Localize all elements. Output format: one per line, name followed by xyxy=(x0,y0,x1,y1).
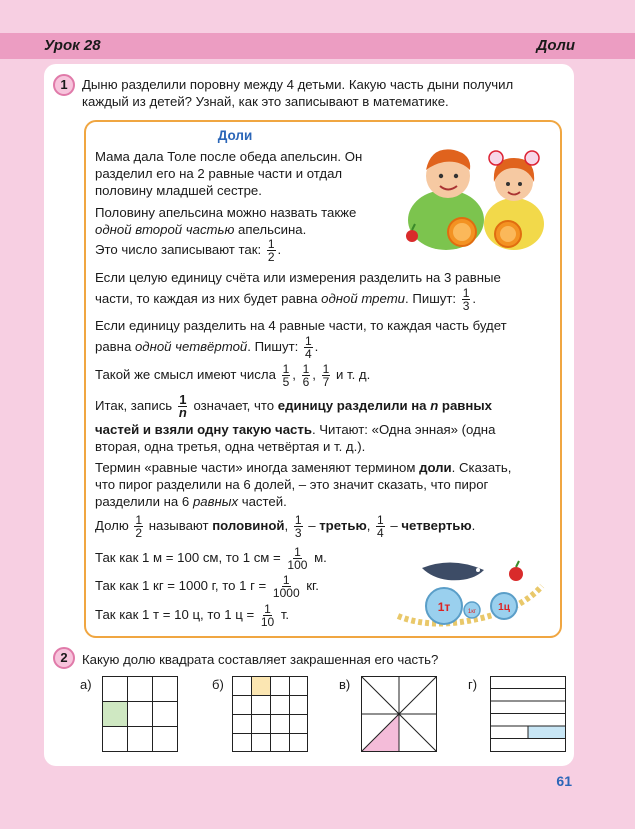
para1-line2: разделил его на 2 равные части и отдал xyxy=(95,166,343,181)
para3-text: Это число записывают так: xyxy=(95,241,265,257)
task-number-2: 2 xyxy=(53,647,75,669)
para4-line2: части, то каждая из них будет равна одной трети. Пишут: $\frac{1}{3}$ . xyxy=(95,286,477,313)
children-orange-illustration xyxy=(396,140,556,250)
para11: Так как 1 кг = 1000 г, то 1 г = $\frac{1}{1000}$ кг. xyxy=(95,573,319,600)
square-a xyxy=(102,676,178,752)
square-v xyxy=(361,676,437,752)
label-a: а) xyxy=(80,677,92,692)
para12: Так как 1 т = 10 ц, то 1 ц = $\frac{1}{10}$ т. xyxy=(95,602,290,629)
weights-bird-illustration xyxy=(392,556,552,636)
fraction-one-third: $\frac{1}{3}$ xyxy=(462,286,470,313)
svg-text:1т: 1т xyxy=(437,600,451,614)
task2-text: Какую долю квадрата составляет закрашенная его часть? xyxy=(82,652,439,667)
para8-line1: Термин «равные части» иногда заменяют термином доли. Сказать, xyxy=(95,460,512,475)
para7-line3: вторая, одна третья, одна четвёртая и т. д.). xyxy=(95,439,366,454)
fraction-one-tenth: $\frac{1}{10}$ xyxy=(260,602,275,629)
square-b xyxy=(232,676,308,752)
bird-apple xyxy=(509,567,523,581)
fraction-half: $\frac{1}{2}$ xyxy=(135,513,143,540)
square-g-shaded xyxy=(528,726,566,739)
label-b: б) xyxy=(212,677,224,692)
para5-line1: Если единицу разделить на 4 равные части, то каждая часть будет xyxy=(95,318,507,333)
square-g xyxy=(490,676,566,752)
topic-title: Доли xyxy=(536,37,575,54)
para2-line1: Половину апельсина можно назвать также xyxy=(95,205,357,220)
para5-line2: равна одной четвёртой. Пишут: $\frac{1}{4}$ . xyxy=(95,334,319,361)
para4-line1: Если целую единицу счёта или измерения разделить на 3 равные xyxy=(95,270,501,285)
fraction-one-nth: $\frac{1}{n}$ xyxy=(178,392,187,420)
fraction-one-thousandth: $\frac{1}{1000}$ xyxy=(272,573,300,600)
para8-line2: что пирог разделили на 6 долей, – это значит сказать, что пирог xyxy=(95,477,489,492)
label-v: в) xyxy=(339,677,351,692)
para7-line1: Итак, запись $\frac{1}{n}$ означает, что единицу разделили на n равных xyxy=(95,392,492,420)
para9: Долю $\frac{1}{2}$ называют половиной, $\frac{1}{3}$ – третью, $\frac{1}{4}$ – четвертью. xyxy=(95,513,476,540)
fraction-one-sixth: $\frac{1}{6}$ xyxy=(302,362,310,389)
para2-rest: апельсина. xyxy=(234,222,307,237)
fraction-one-half: $\frac{1}{2}$ xyxy=(267,237,275,264)
fraction-third: $\frac{1}{3}$ xyxy=(294,513,302,540)
fraction-quarter: $\frac{1}{4}$ xyxy=(377,513,384,540)
para1-line1: Мама дала Толе после обеда апельсин. Он xyxy=(95,149,363,164)
para6: Такой же смысл имеют числа $\frac{1}{5}$ , $\frac{1}{6}$ , $\frac{1}{7}$ и т. д. xyxy=(95,362,371,389)
para10: Так как 1 м = 100 см, то 1 см = $\frac{1}{100}$ м. xyxy=(95,545,327,572)
task1-line2: каждый из детей? Узнай, как это записывают в математике. xyxy=(82,94,449,109)
fraction-one-fifth: $\frac{1}{5}$ xyxy=(282,362,290,389)
para2-line2 xyxy=(95,221,306,238)
lesson-title: Урок 28 xyxy=(44,37,101,54)
page-number: 61 xyxy=(556,773,572,789)
definition-title: Доли xyxy=(217,128,253,143)
fraction-one-fourth: $\frac{1}{4}$ xyxy=(304,334,312,361)
bird xyxy=(422,562,484,580)
fraction-one-hundredth: $\frac{1}{100}$ xyxy=(287,545,308,572)
square-b-shaded xyxy=(251,677,270,696)
fraction-one-seventh: $\frac{1}{7}$ xyxy=(322,362,330,389)
para2-italic: одной второй частью xyxy=(95,222,235,237)
para7-line2: частей и взяли одну такую часть. Читают: «Одна энная» (одна xyxy=(95,422,496,437)
para3: Это число записывают так: $\frac{1}{2}$ . xyxy=(95,237,282,264)
svg-text:1кг: 1кг xyxy=(467,609,477,615)
square-a-shaded xyxy=(103,701,128,726)
svg-text:1ц: 1ц xyxy=(498,602,510,613)
label-g: г) xyxy=(468,677,478,692)
para1-line3: половину младшей сестре. xyxy=(95,183,262,198)
task1-line1: Дыню разделили поровну между 4 детьми. Какую часть дыни получил xyxy=(82,77,514,92)
para8-line3: разделили на 6 равных частей. xyxy=(95,494,287,509)
task-number-1: 1 xyxy=(53,74,75,96)
